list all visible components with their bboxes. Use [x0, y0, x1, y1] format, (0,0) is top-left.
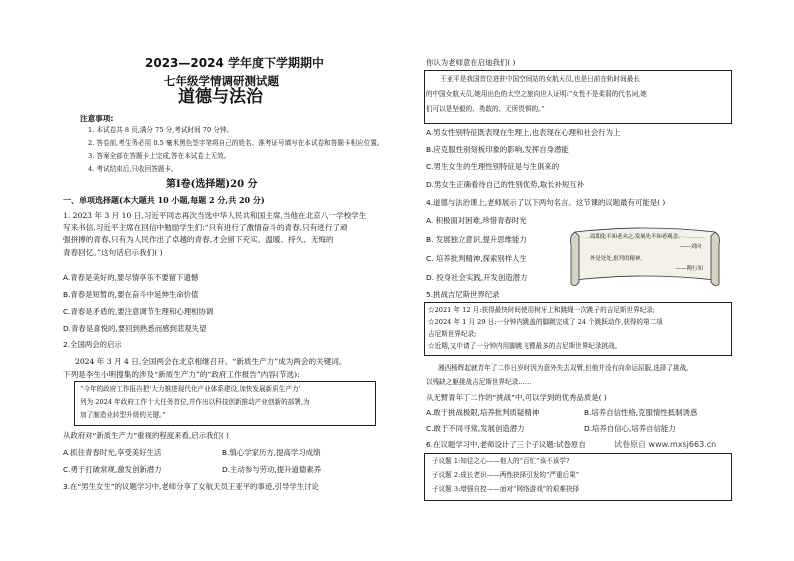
q1-option-c[interactable]: C.青春是矛盾的,要注意调节生理和心理相协调 [63, 307, 214, 316]
q6-subtopic: 子议题 1:知往之心——他人的“百忙”该不该学? [432, 457, 570, 465]
q5-record-line: ☆2024 年 1 月 29 日:一分钟内跳盖的脚跳完成了 24 个跳跃动作,获得的第二项 [428, 318, 663, 326]
notice-heading: 注意事项: [80, 114, 114, 123]
q4-option-b[interactable]: B. 发展独立意识,提升思维能力 [426, 235, 527, 244]
q5-option-d[interactable]: D.培养自信心,培养自信能力 [584, 424, 676, 433]
q4-option-a[interactable]: A. 积极面对困难,珍惜青春时光 [426, 216, 527, 225]
q5-para-line: 以残缺之躯挑战吉尼斯世界纪录…… [426, 378, 532, 386]
notice-item: 3. 答案全部在答题卡上完成,答在本试卷上无效。 [88, 152, 231, 160]
q6-subtopic: 子议题 3:增强自控——面对“网络游戏”的艰难抉择 [432, 485, 580, 493]
q5-record-line: 吉尼斯世界纪录; [428, 330, 477, 338]
notice-item: 4. 考试结束后,只收回答题卡。 [88, 165, 178, 173]
notice-item: 1. 本试卷共 8 页,满分 75 分,考试时间 70 分钟。 [88, 126, 234, 134]
q3-stem: 3.在“男生女生”的议题学习中,老师分享了女航天员王亚平的事迹,引导学生讨论 [63, 482, 319, 491]
q3-prompt: 你认为老师意在启迪我们( ) [426, 58, 516, 67]
scroll-quote-author: ——刘向 [680, 244, 702, 250]
q1-option-b[interactable]: B.青春是短暂的,要在奋斗中延伸生命价值 [63, 290, 199, 299]
q2-quote-line: 加了制造业转型升级的关键。” [80, 411, 166, 419]
q2-stem-line: 2024 年 3 月 4 日,全国两会在北京相继召开。“新质生产力”成为两会的关键词。 [75, 357, 347, 366]
q3-quote-line: 的中国女航天员,她用出色的太空之旅向世人证明:“女性不是柔弱的代名词,她 [426, 90, 647, 98]
q1-stem-line: 1. 2023 年 3 月 10 日,习近平同志再次当选中华人民共和国主席,当他在北京八一学校学生 [63, 211, 367, 220]
scroll-quote-line: 外是处处,批判的精神。 [590, 256, 646, 262]
scroll-quote-line: 周期化不知老夫之,发展先不知老观念。 [590, 234, 684, 240]
watermark: 试卷原自 www.mxsj663.cn [614, 440, 717, 449]
q2-option-c[interactable]: C.勇于打破常规,激发创新潜力 [63, 465, 162, 474]
q2-quote-line: 列为 2024 年政府工作十大任务首位,并作出以科技创新推动产业创新的部署,为 [80, 398, 310, 406]
exam-grade-title: 七年级学情调研测试题 [164, 74, 279, 88]
q3-option-b[interactable]: B.应克服性别刻板印象的影响,发挥自身潜能 [426, 145, 569, 154]
q2-option-a[interactable]: A.抓住青春时光,享受美好生活 [63, 448, 162, 457]
q1-stem-line: 写来书信,习近平主席在回信中勉励学生们:“只有进行了激情奋斗的青春,只有进行了顽 [63, 223, 348, 232]
exam-subject: 道德与法治 [178, 87, 263, 107]
q5-option-c[interactable]: C.敢于不同寻常,发展创造潜力 [426, 424, 525, 433]
q2-quote-line: “今年的政府工作报告把‘大力推进现代化产业体系建设,加快发展新质生产力’ [80, 385, 301, 393]
q5-intro: 5.挑战吉尼斯世界纪录 [426, 290, 500, 299]
q5-record-line: ☆2021 年 12 月:获得最快时间使用树牙上和跳绳一次跳子的吉尼斯世界纪录; [428, 306, 656, 314]
q3-option-c[interactable]: C.男生女生的生理性别特征是与生俱来的 [426, 162, 560, 171]
q5-option-a[interactable]: A.敢于挑战极限,培养批判质疑精神 [426, 408, 540, 417]
q5-para-line: 湘西杨辉起就青年了二作日岁时因为意外失去双臂,但他并没有向命运屈服,选择了挑战, [438, 364, 689, 372]
q3-option-d[interactable]: D.男女生正确看待自己的性别优势,取长补短互补 [426, 180, 585, 189]
q4-option-c[interactable]: C. 培养批判精神,探索别样人生 [426, 254, 527, 263]
q2-question: 从政府对“新质生产力”重视的程度来看,启示我们( ) [63, 431, 229, 440]
q2-intro: 2.全国两会的启示 [63, 340, 122, 349]
q1-stem-line: 青春回忆。”这句话启示我们( ) [63, 248, 163, 257]
q3-quote-line: 们可以是坚毅的、勇敢的、无所畏惧的。” [426, 105, 545, 113]
q4-option-d[interactable]: D. 投身社会实践,开发创造潜力 [426, 273, 528, 282]
q4-stem: 4.道德与法治课上,老师展示了以下两句名言。这节课的议题最有可能是( ) [426, 198, 666, 207]
q6-subtopic: 子议题 2:成长老识——两性抉择引发的“严重后果” [432, 471, 580, 479]
q1-option-d[interactable]: D.青春是喜悦的,要回到熟悉而感到悲观失望 [63, 324, 207, 333]
q5-record-line: ☆近期,又申请了一分钟内用脚跳飞镖最多的吉尼斯世界纪录挑战。 [428, 342, 622, 350]
q5-option-b[interactable]: B.培养自信性格,克服情性抵制诱惑 [584, 408, 698, 417]
notice-item: 2. 答卷前,考生务必用 0.5 毫米黑色签字笔将自己的姓名、准考证号填写在本试卷和答题卡相应位置。 [88, 139, 384, 147]
part1-title: 第Ⅰ卷(选择题)20 分 [166, 179, 258, 190]
scroll-quote-author: ——陶行知 [676, 266, 703, 272]
q3-quote-line: 王亚平是我国首位进驻中国空间站的女航天员,也是日前在轨时间最长 [440, 75, 640, 83]
exam-year-term: 2023—2024 学年度下学期期中 [145, 56, 324, 70]
q3-option-a[interactable]: A.男女性别特征既表现在生理上,也表现在心理和社会行为上 [426, 128, 621, 137]
q5-question: 从无臂青年丁二作的“挑战”中,可以学到的优秀品质是( ) [426, 393, 607, 402]
q2-option-d[interactable]: D.主动参与劳动,提升道德素养 [222, 465, 322, 474]
q1-stem-line: 强拼搏的青春,只有为人民作出了卓越的青春,才会留下充实、温暖、持久、无悔的 [63, 235, 334, 244]
section-heading: 一、单项选择题(本大题共 10 小题,每题 2 分,共 20 分) [63, 195, 265, 205]
q2-option-b[interactable]: B.慎心学家历方,提高学习成绩 [222, 448, 321, 457]
q6-stem: 6.在议题学习中,老师设计了三个子议题:试卷原自 [426, 440, 586, 449]
q2-stem-line: 下列是李生小明搜集的涉及“新质生产力”的“政府工作报告”内容(节选): [63, 370, 300, 379]
q1-option-a[interactable]: A.青春是美好的,要尽情享乐不要留下遗憾 [63, 273, 199, 282]
